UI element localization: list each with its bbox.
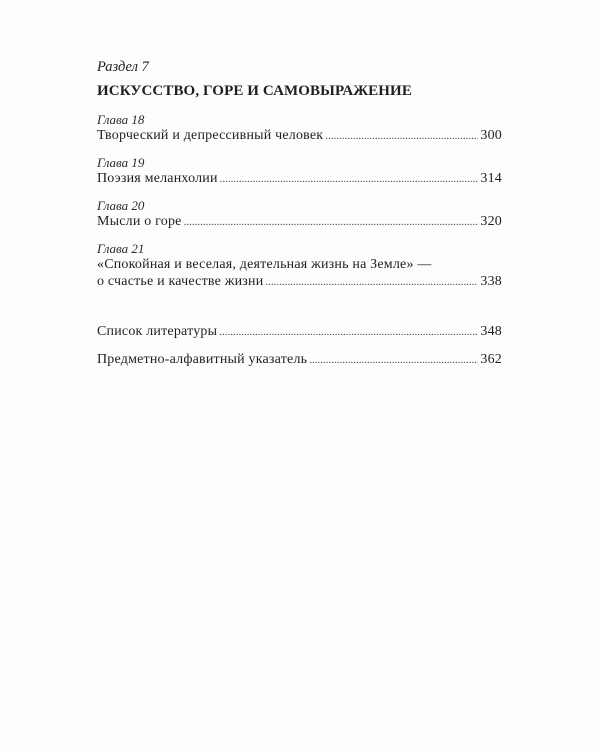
chapter-title: Поэзия меланхолии [97,171,218,186]
entry-title: Список литературы [97,324,218,339]
toc-entry-index [97,351,502,369]
chapter-title-line-2: о счастье и качестве жизни [97,274,264,289]
entry-title: Предметно-алфавитный указатель [97,352,308,367]
toc-entry [97,127,502,145]
section-label: Раздел 7 [97,59,149,75]
chapter-label: Глава 21 [97,241,145,256]
toc-entry [97,273,502,291]
dot-leader [220,171,479,188]
toc-entry [97,213,502,231]
chapter-label: Глава 18 [97,112,145,127]
dot-leader [265,274,478,291]
dot-leader [219,324,478,341]
chapter-18 [97,112,502,145]
dot-leader [325,128,478,145]
page-number: 362 [480,352,502,367]
chapter-19 [97,155,502,188]
chapter-title-line-1: «Спокойная и веселая, деятельная жизнь на Земле» — [97,257,432,272]
chapter-label: Глава 19 [97,155,145,170]
toc-entry [97,170,502,188]
dot-leader [184,214,479,231]
chapter-label: Глава 20 [97,198,145,213]
page-number: 300 [480,128,502,143]
chapter-title: Мысли о горе [97,214,182,229]
chapter-title: Творческий и депрессивный человек [97,128,324,143]
chapter-21 [97,241,502,291]
page-number: 338 [480,274,502,289]
back-matter [97,323,502,369]
toc-entry-bibliography [97,323,502,341]
chapter-20 [97,198,502,231]
table-of-contents [97,58,502,369]
page-number: 320 [480,214,502,229]
dot-leader [309,352,478,369]
page-number: 314 [480,171,502,186]
page-number: 348 [480,324,502,339]
section-title: ИСКУССТВО, ГОРЕ И САМОВЫРАЖЕНИЕ [97,83,412,99]
